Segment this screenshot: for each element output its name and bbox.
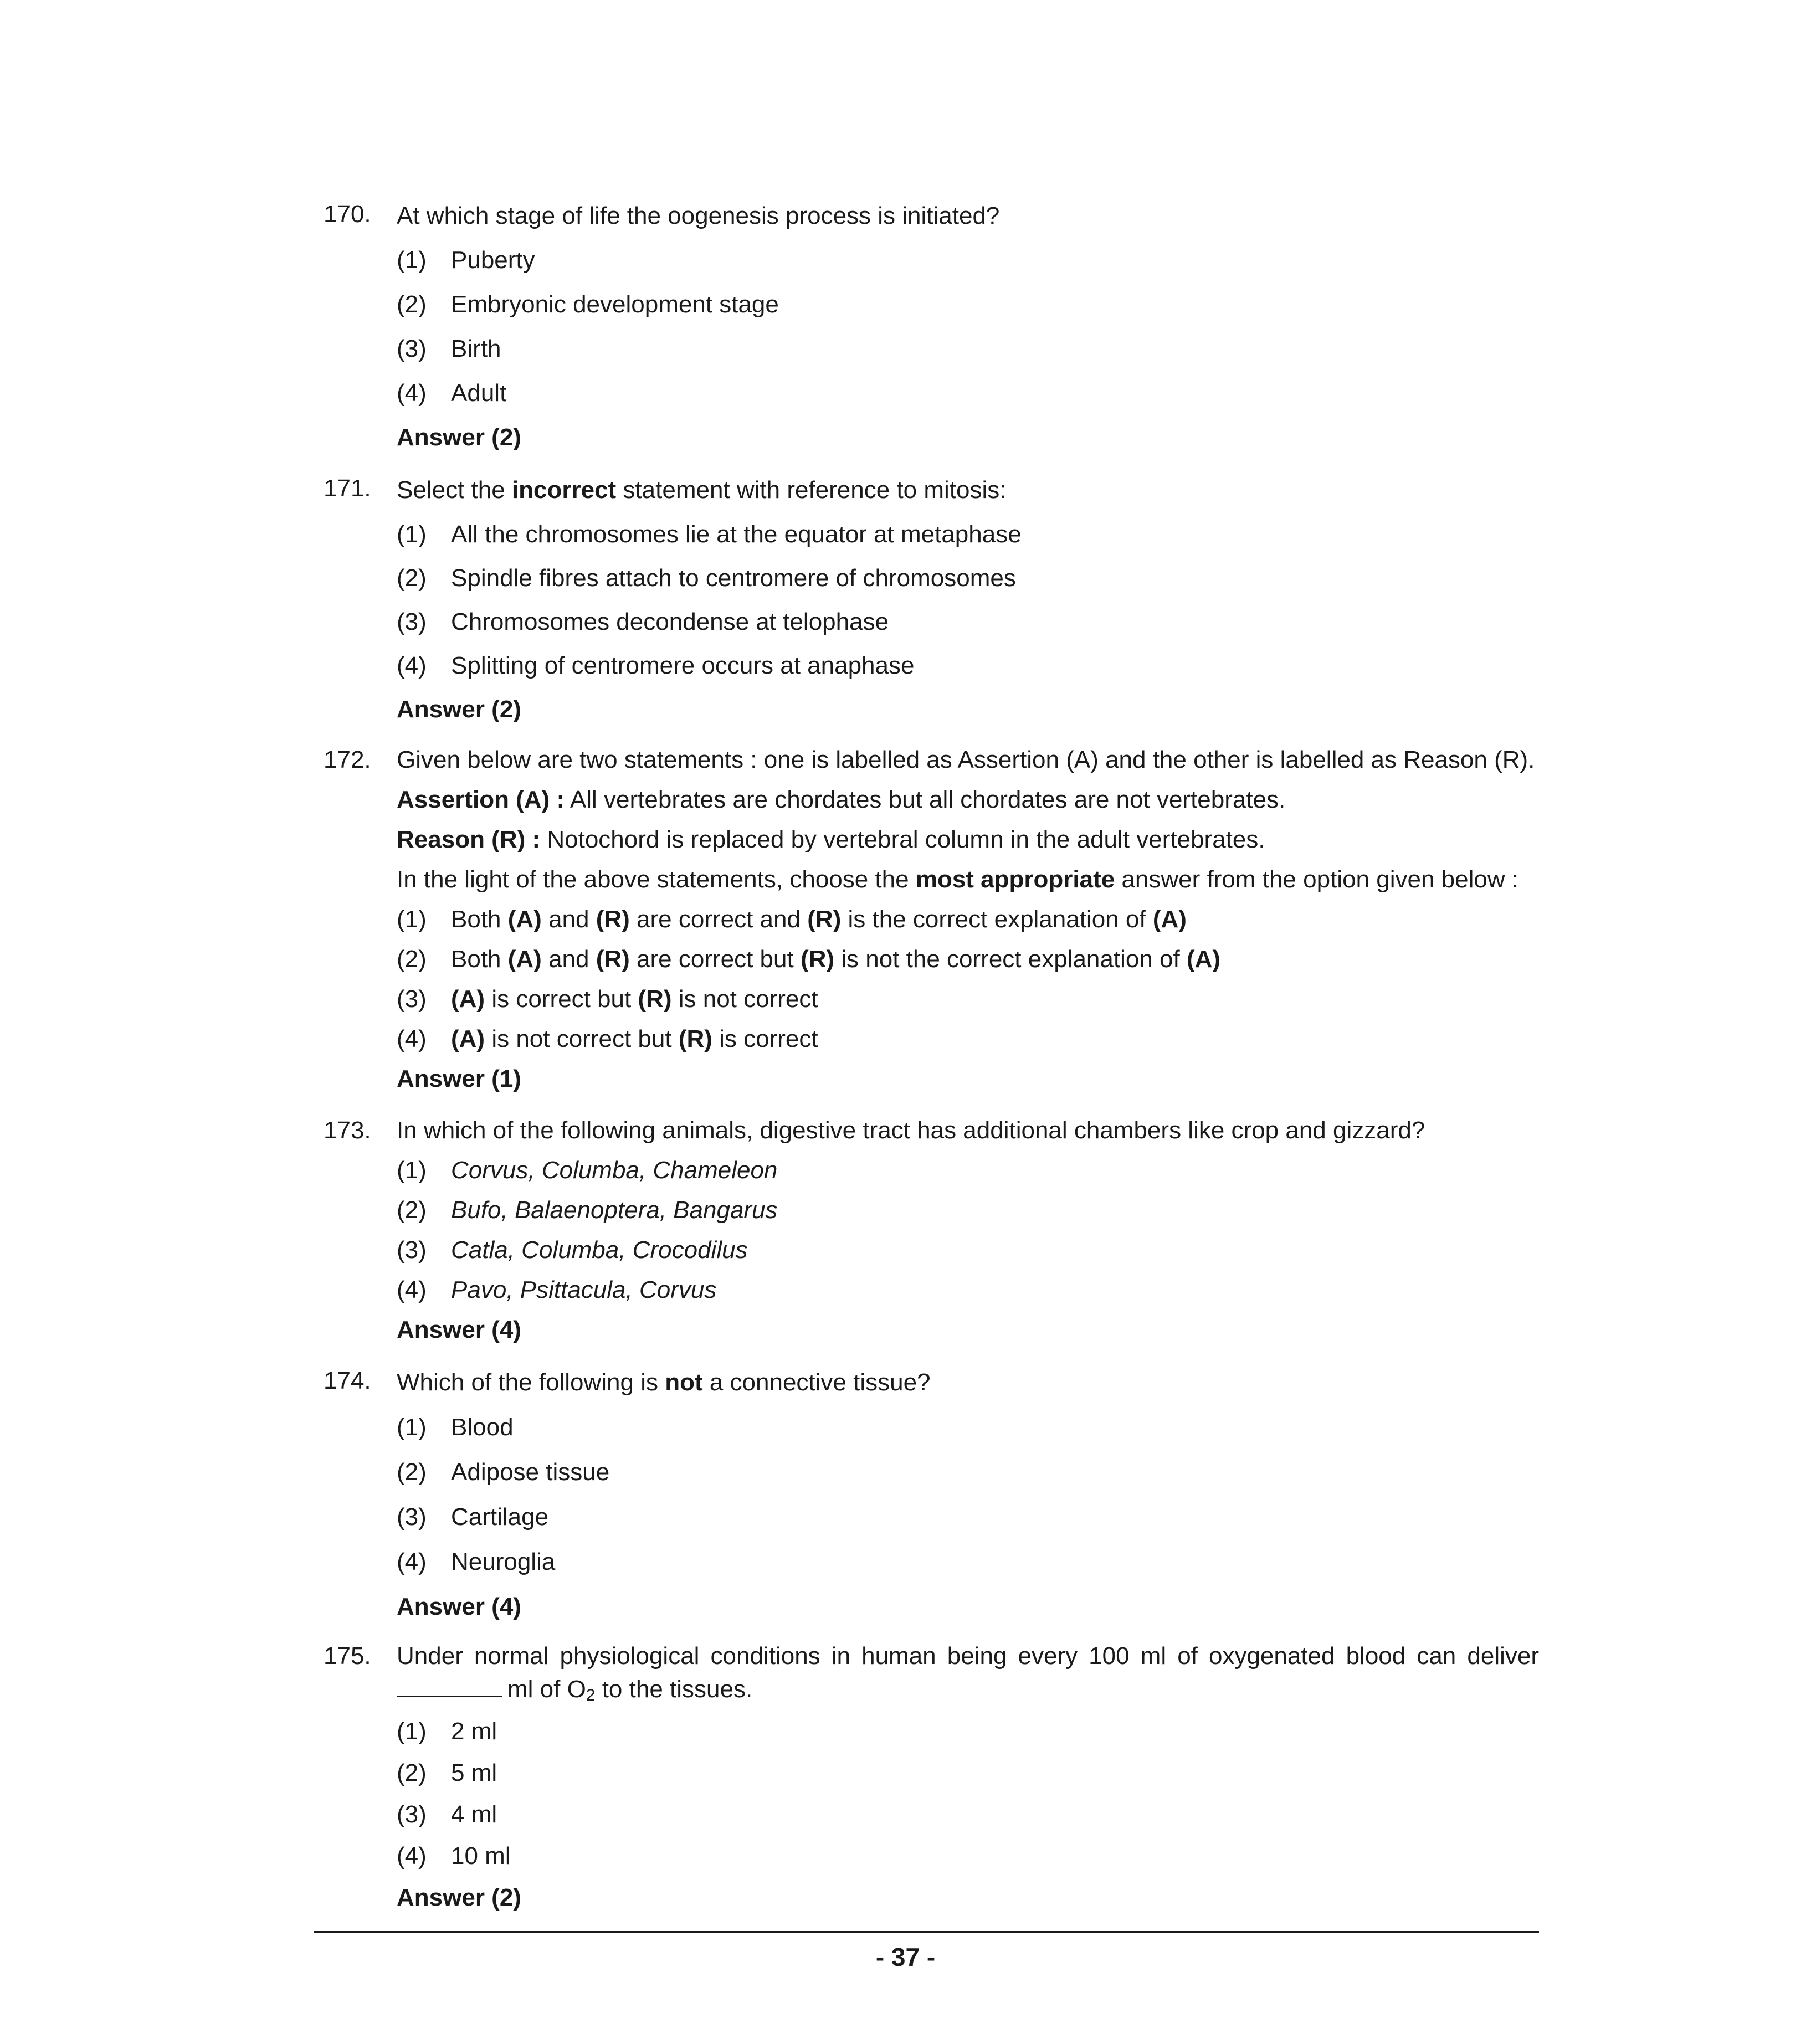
question-number: 173. <box>324 1117 371 1144</box>
option-4 <box>397 1545 555 1579</box>
option-1 <box>397 1715 497 1748</box>
question-number: 172. <box>324 746 371 773</box>
answer-blank <box>397 1673 502 1697</box>
option-4 <box>397 649 914 682</box>
question-stem <box>397 1366 1539 1399</box>
option-number: (2) <box>397 1196 427 1224</box>
option-number: (4) <box>397 1276 427 1303</box>
question-number: 175. <box>324 1642 371 1670</box>
option-number: (1) <box>397 1414 427 1441</box>
option-text: (A) is not correct but (R) is correct <box>451 1025 818 1052</box>
option-text: Birth <box>451 335 501 362</box>
stem-text: ml of O <box>507 1676 586 1703</box>
question-stem: At which stage of life the oogenesis process is initiated? <box>397 202 1000 229</box>
question-stem: Given below are two statements : one is labelled as Assertion (A) and the other is labelled as Reason (R). <box>397 746 1535 773</box>
option-text: Embryonic development stage <box>451 291 779 318</box>
stem-text: statement with reference to mitosis: <box>616 476 1007 504</box>
option-1 <box>397 1411 514 1444</box>
option-number: (3) <box>397 1503 427 1531</box>
option-4 <box>397 377 506 410</box>
option-text: Corvus, Columba, Chameleon <box>451 1157 778 1184</box>
option-text: Catla, Columba, Crocodilus <box>451 1236 748 1264</box>
option-4 <box>397 1023 818 1056</box>
subscript: 2 <box>586 1686 596 1704</box>
option-number: (4) <box>397 1842 427 1870</box>
reason-line <box>397 823 1539 856</box>
option-4 <box>397 1840 511 1873</box>
assertion-text: All vertebrates are chordates but all chordates are not vertebrates. <box>565 786 1286 813</box>
option-3 <box>397 1798 497 1831</box>
question-stem-line-2 <box>397 1673 1539 1706</box>
option-number: (4) <box>397 379 427 407</box>
reason-text: Notochord is replaced by vertebral column in the adult vertebrates. <box>540 826 1265 853</box>
option-text: Both (A) and (R) are correct and (R) is the correct explanation of (A) <box>451 906 1187 933</box>
instruction-text: answer from the option given below : <box>1115 866 1519 893</box>
option-number: (1) <box>397 1157 427 1184</box>
option-number: (3) <box>397 1236 427 1264</box>
instruction-emphasis: most appropriate <box>915 866 1115 893</box>
option-number: (4) <box>397 1548 427 1575</box>
option-1 <box>397 1154 777 1187</box>
answer: Answer (4) <box>397 1316 521 1343</box>
option-text: 2 ml <box>451 1718 497 1745</box>
option-number: (3) <box>397 1801 427 1828</box>
option-number: (2) <box>397 946 427 973</box>
question-number: 171. <box>324 475 371 502</box>
question-stem: In which of the following animals, digestive tract has additional chambers like crop and gizzard? <box>397 1117 1425 1144</box>
option-text: (A) is correct but (R) is not correct <box>451 985 818 1013</box>
option-text: Both (A) and (R) are correct but (R) is not the correct explanation of (A) <box>451 946 1221 973</box>
option-3 <box>397 1501 548 1534</box>
option-text: Puberty <box>451 246 535 274</box>
answer: Answer (2) <box>397 696 521 723</box>
stem-emphasis: not <box>665 1369 703 1396</box>
assertion-label: Assertion (A) : <box>397 786 565 813</box>
option-text: 5 ml <box>451 1759 497 1786</box>
option-number: (1) <box>397 906 427 933</box>
option-number: (3) <box>397 335 427 362</box>
question-stem-line-1: Under normal physiological conditions in human being every 100 ml of oxygenated blood can deliver <box>397 1642 1539 1670</box>
option-2 <box>397 943 1220 976</box>
option-text: Spindle fibres attach to centromere of chromosomes <box>451 564 1016 592</box>
reason-label: Reason (R) : <box>397 826 541 853</box>
page-number: - 37 - <box>875 1943 936 1971</box>
answer: Answer (1) <box>397 1065 521 1092</box>
option-number: (1) <box>397 521 427 548</box>
option-number: (1) <box>397 1718 427 1745</box>
option-text: Adipose tissue <box>451 1458 610 1486</box>
option-1 <box>397 903 1187 936</box>
instruction-text: In the light of the above statements, choose the <box>397 866 916 893</box>
option-number: (3) <box>397 608 427 635</box>
option-text: Splitting of centromere occurs at anaphase <box>451 652 915 679</box>
option-text: All the chromosomes lie at the equator at metaphase <box>451 521 1022 548</box>
assertion-line <box>397 783 1539 816</box>
option-text: 4 ml <box>451 1801 497 1828</box>
option-3 <box>397 605 889 639</box>
stem-text: a connective tissue? <box>702 1369 931 1396</box>
option-3 <box>397 1234 748 1267</box>
option-1 <box>397 518 1022 551</box>
option-number: (2) <box>397 291 427 318</box>
option-number: (3) <box>397 985 427 1013</box>
stem-text: Which of the following is <box>397 1369 665 1396</box>
answer: Answer (2) <box>397 424 521 451</box>
option-text: Cartilage <box>451 1503 549 1531</box>
stem-text: Select the <box>397 476 512 504</box>
option-text: Chromosomes decondense at telophase <box>451 608 889 635</box>
footer-divider <box>314 1931 1539 1933</box>
option-number: (4) <box>397 652 427 679</box>
stem-text: to the tissues. <box>595 1676 753 1703</box>
option-2 <box>397 1456 609 1489</box>
answer: Answer (4) <box>397 1593 521 1620</box>
option-number: (1) <box>397 246 427 274</box>
option-1 <box>397 244 535 277</box>
stem-emphasis: incorrect <box>511 476 617 504</box>
option-2 <box>397 1757 497 1790</box>
option-number: (4) <box>397 1025 427 1052</box>
instruction-line <box>397 863 1539 896</box>
question-number: 170. <box>324 201 371 228</box>
option-4 <box>397 1273 716 1307</box>
option-3 <box>397 332 501 366</box>
option-text: Neuroglia <box>451 1548 556 1575</box>
option-text: 10 ml <box>451 1842 511 1870</box>
answer: Answer (2) <box>397 1884 521 1911</box>
option-2 <box>397 288 779 321</box>
option-number: (2) <box>397 564 427 592</box>
option-text: Bufo, Balaenoptera, Bangarus <box>451 1196 778 1224</box>
option-2 <box>397 562 1016 595</box>
question-number: 174. <box>324 1367 371 1394</box>
option-text: Blood <box>451 1414 514 1441</box>
question-stem <box>397 474 1539 507</box>
option-number: (2) <box>397 1759 427 1786</box>
option-3 <box>397 983 818 1016</box>
option-text: Adult <box>451 379 507 407</box>
option-number: (2) <box>397 1458 427 1486</box>
option-2 <box>397 1194 778 1227</box>
option-text: Pavo, Psittacula, Corvus <box>451 1276 717 1303</box>
